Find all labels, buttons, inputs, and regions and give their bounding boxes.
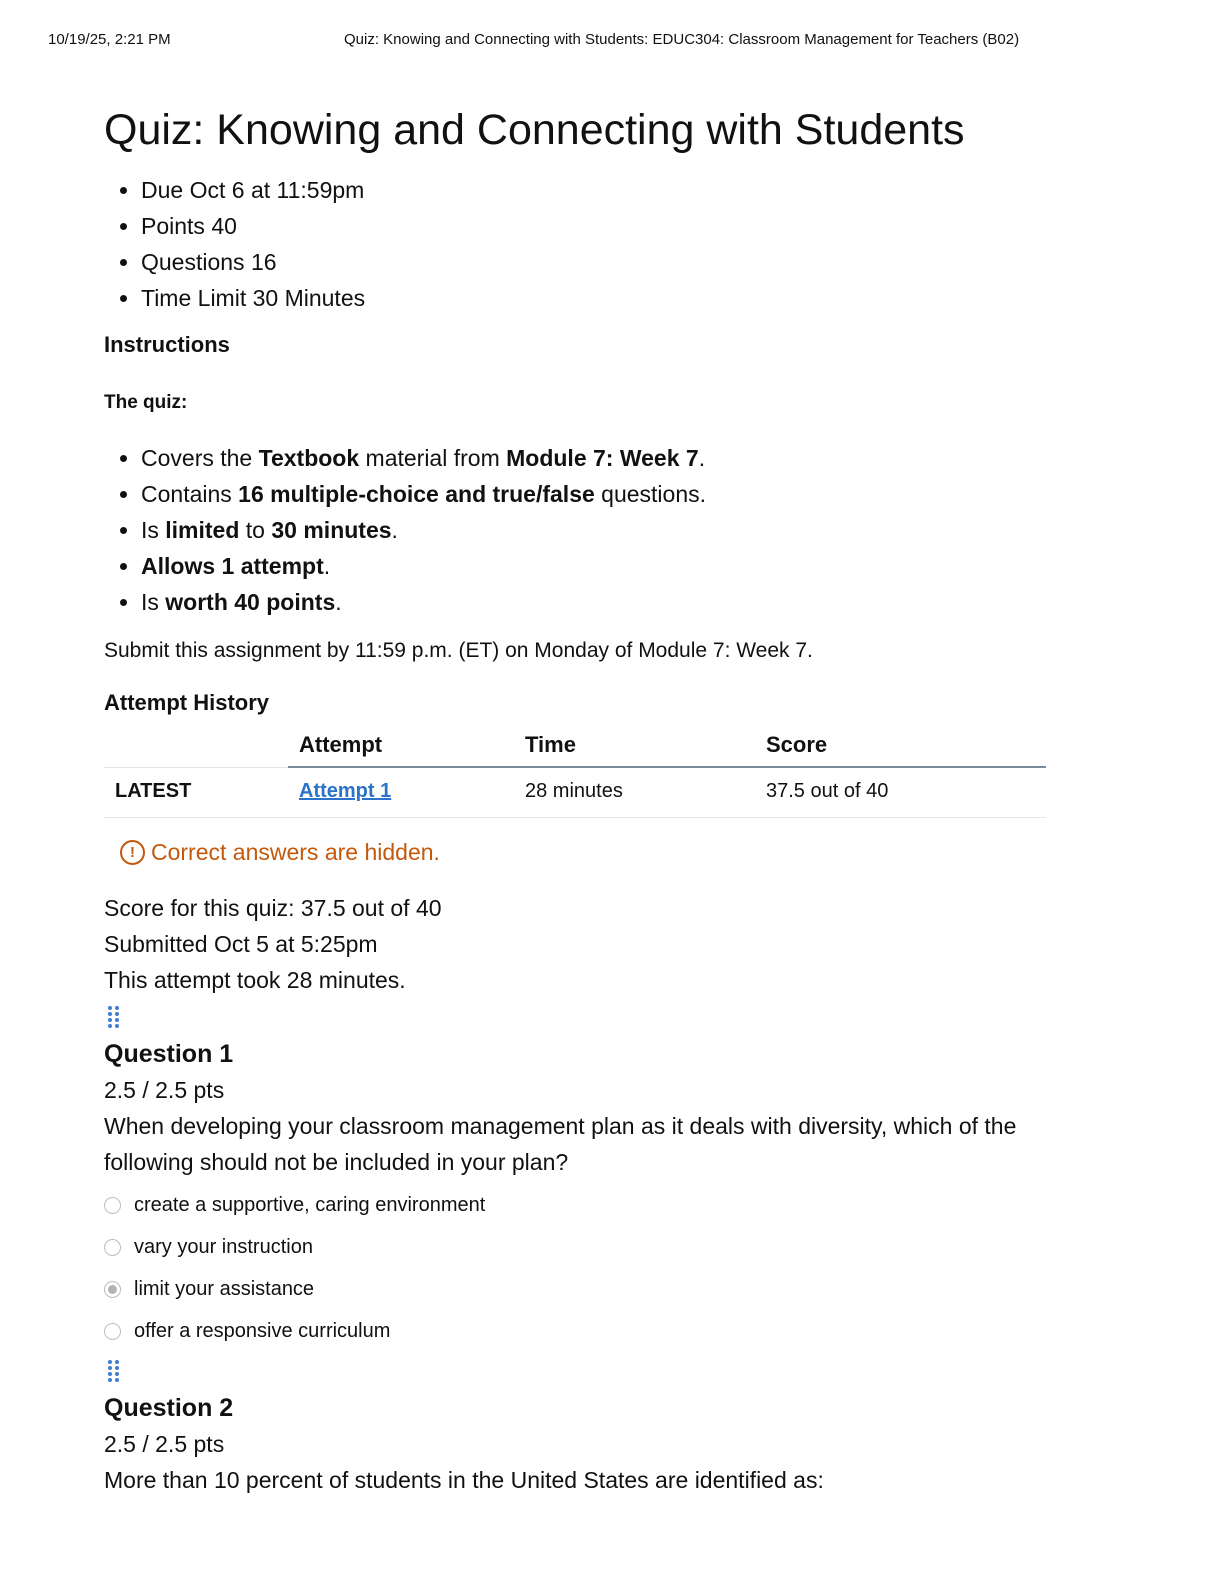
question-title: Question 2 [104,1394,234,1422]
print-header [48,31,1178,51]
table-header-row [104,728,1046,767]
instructions-subheading: The quiz: [104,392,188,413]
question-1 [104,1036,1054,1352]
rule-text: Contains [141,481,239,507]
attempt-cell [288,767,525,818]
rule-emphasis: 16 multiple-choice and true/false [238,481,595,507]
rule-text: questions. [594,481,707,507]
radio-button[interactable] [104,1323,121,1340]
column-header-score: Score [766,728,1046,767]
radio-button[interactable] [104,1197,121,1214]
answer-option[interactable] [104,1184,1054,1226]
drag-handle-icon[interactable] [104,1358,124,1386]
rule-text: . [698,445,706,471]
attempt-summary [104,890,1054,998]
question-text: More than 10 percent of students in the United States are identified as: [104,1467,824,1493]
radio-button-selected[interactable] [104,1281,121,1298]
instruction-rule [141,476,1054,512]
correct-answers-hidden-notice [120,836,1054,868]
meta-questions [141,244,1054,280]
drag-handle-icon[interactable] [104,1004,124,1032]
latest-tag: LATEST [104,767,288,818]
instruction-rule [141,584,1054,620]
question-text: When developing your classroom management plan as it deals with diversity, which of the following should not be included in your plan? [104,1113,1017,1175]
meta-questions-label: Questions [141,249,245,275]
warning-circle-icon: ! [120,840,145,865]
instructions-rules-list [104,440,1054,620]
print-page-title: Quiz: Knowing and Connecting with Students: EDUC304: Classroom Management for Teachers (B02) [344,31,1020,48]
meta-questions-value: 16 [250,249,277,275]
table-row [104,767,1046,818]
instructions-heading: Instructions [104,332,230,357]
rule-text: . [335,589,342,615]
question-points: 2.5 / 2.5 pts [104,1431,225,1457]
attempt-history-heading: Attempt History [104,690,270,715]
rule-emphasis: limited [165,517,240,543]
submitted-text: Submitted Oct 5 at 5:25pm [104,931,378,957]
meta-points [141,208,1054,244]
instruction-rule [141,512,1054,548]
rule-text: Covers the [141,445,259,471]
rule-text: Is [141,517,166,543]
instruction-rule [141,548,1054,584]
quiz-content [104,104,1054,1498]
rule-emphasis: Allows 1 attempt [141,553,324,579]
answer-list [104,1184,1054,1352]
attempt-link[interactable]: Attempt 1 [299,780,392,802]
rule-text: . [391,517,398,543]
meta-points-value: 40 [211,213,237,239]
answer-option[interactable] [104,1310,1054,1352]
rule-text: to [239,517,272,543]
meta-points-label: Points [141,213,205,239]
answer-label: offer a responsive curriculum [134,1319,391,1342]
meta-due-value: Oct 6 at 11:59pm [189,177,365,203]
column-header-tag [104,728,288,767]
meta-time-limit-label: Time Limit [141,285,247,311]
instruction-rule [141,440,1054,476]
question-2 [104,1390,1054,1498]
question-title: Question 1 [104,1040,234,1068]
column-header-time: Time [525,728,766,767]
page-title: Quiz: Knowing and Connecting with Students [104,106,965,154]
radio-button[interactable] [104,1239,121,1256]
meta-due [141,172,1054,208]
quiz-meta-list [104,172,1054,316]
print-timestamp: 10/19/25, 2:21 PM [48,31,171,48]
answer-label: limit your assistance [134,1277,315,1300]
notice-text: Correct answers are hidden. [151,839,440,865]
attempt-history-table [104,728,1046,818]
rule-emphasis: 30 minutes [271,517,392,543]
duration-text: This attempt took 28 minutes. [104,967,406,993]
rule-emphasis: Module 7: Week 7 [506,445,699,471]
rule-text: . [323,553,331,579]
submit-note: Submit this assignment by 11:59 p.m. (ET) on Monday of Module 7: Week 7. [104,639,813,662]
meta-time-limit-value: 30 Minutes [252,285,366,311]
question-points: 2.5 / 2.5 pts [104,1077,225,1103]
answer-label: vary your instruction [134,1235,313,1258]
quiz-score-text: Score for this quiz: 37.5 out of 40 [104,895,442,921]
time-cell: 28 minutes [525,767,766,818]
answer-option[interactable] [104,1226,1054,1268]
answer-label: create a supportive, caring environment [134,1193,486,1216]
meta-due-label: Due [141,177,184,203]
column-header-attempt: Attempt [288,728,525,767]
rule-emphasis: worth 40 points [165,589,336,615]
rule-text: material from [359,445,507,471]
answer-option[interactable] [104,1268,1054,1310]
meta-time-limit [141,280,1054,316]
rule-emphasis: Textbook [258,445,360,471]
score-cell: 37.5 out of 40 [766,767,1046,818]
rule-text: Is [141,589,166,615]
